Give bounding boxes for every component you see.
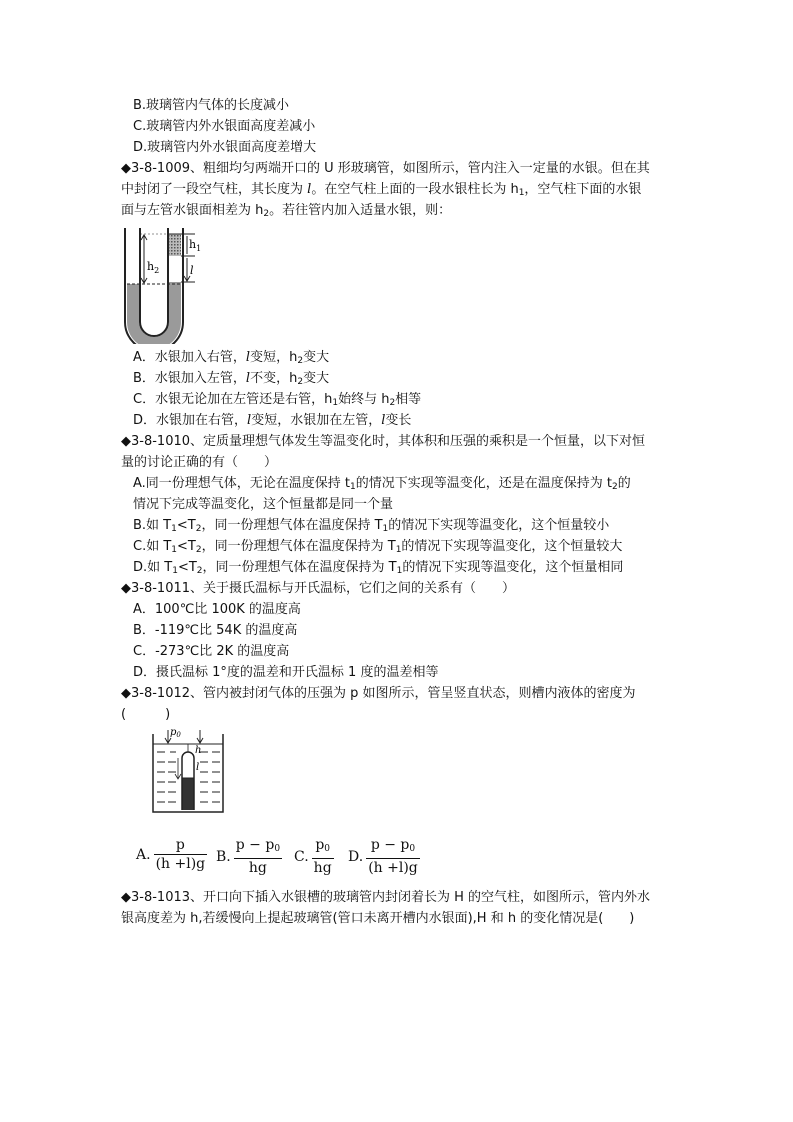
- q1009-line1: ◆3-8-1009、粗细均匀两端开口的 U 形玻璃管，如图所示，管内注入一定量的水银。但在其: [121, 161, 650, 176]
- q1012-option-a: A. $\frac{p}{(h +l)g}$: [136, 837, 206, 872]
- label-l: l: [196, 762, 200, 773]
- q1009-option-c: C．水银无论加在左管还是右管，$h_1$始终与 $h_2$相等: [133, 392, 422, 408]
- q1010-line2: 量的讨论正确的有（ ）: [121, 455, 278, 470]
- q1010-option-d: D.如 $T_1<T_2$，同一份理想气体在温度保持为 $T_1$的情况下实现等温变化，这个恒量相同: [133, 560, 624, 576]
- q1009-option-a: A．水银加入右管，l变短，$h_2$变大: [133, 350, 330, 366]
- q1010-option-a-line2: 情况下完成等温变化，这个恒量都是同一个量: [133, 497, 394, 512]
- q1009-line2: 中封闭了一段空气柱，其长度为 l。在空气柱上面的一段水银柱长为 $h_1$，空气柱下面的水银: [121, 182, 642, 198]
- prev-option-c: C.玻璃管内外水银面高度差减小: [133, 119, 316, 134]
- q1012-line2: ( ): [121, 707, 171, 722]
- label-h2: $h_2$: [147, 260, 160, 275]
- q1010-option-a-line1: A.同一份理想气体，无论在温度保持 $t_1$的情况下实现等温变化，还是在温度保持为 $t_2$的: [133, 476, 631, 492]
- q1009-option-b: B．水银加入左管，l不变，$h_2$变大: [133, 371, 330, 387]
- q1009-option-d: D．水银加在右管，l变短，水银加在左管，l变长: [133, 413, 412, 428]
- q1011-option-b: B．-119℃比 54K 的温度高: [133, 623, 298, 638]
- label-l: l: [190, 264, 194, 277]
- q1013-line2: 银高度差为 h,若缓慢向上提起玻璃管(管口未离开槽内水银面),H 和 h 的变化情况是( ): [121, 911, 635, 926]
- q1010-option-b: B.如 $T_1<T_2$，同一份理想气体在温度保持 $T_1$的情况下实现等温变化，这个恒量较小: [133, 518, 610, 534]
- prev-option-d: D.玻璃管内外水银面高度差增大: [133, 140, 317, 155]
- q1013-line1: ◆3-8-1013、开口向下插入水银槽的玻璃管内封闭着长为 H 的空气柱，如图所示，管内外水: [121, 890, 651, 905]
- label-h: h: [195, 745, 202, 756]
- label-p0: $p_0$: [170, 727, 181, 739]
- q1012-option-d: D. $\frac{p - p_0}{(h +l)g}$: [348, 837, 418, 876]
- q1011-option-d: D．摄氏温标 1°度的温差和开氏温标 1 度的温差相等: [133, 665, 439, 680]
- q1012-option-c: C. $\frac{p_0}{hg}$: [294, 837, 332, 876]
- q1012-line1: ◆3-8-1012、管内被封闭气体的压强为 p 如图所示，管呈竖直状态，则槽内液体的密度为: [121, 686, 636, 701]
- trough-figure: [150, 726, 226, 816]
- q1010-line1: ◆3-8-1010、定质量理想气体发生等温变化时，其体积和压强的乘积是一个恒量，以下对恒: [121, 434, 646, 449]
- prev-option-b: B.玻璃管内气体的长度减小: [133, 98, 290, 113]
- label-h1: $h_1$: [189, 238, 202, 253]
- q1009-line3: 面与左管水银面相差为 $h_2$。若往管内加入适量水银，则：: [121, 203, 452, 219]
- u-tube-figure: [120, 226, 210, 344]
- q1011-line1: ◆3-8-1011、关于摄氏温标与开氏温标，它们之间的关系有（ ）: [121, 581, 516, 596]
- q1012-option-b: B. $\frac{p - p_0}{hg}$: [216, 837, 281, 876]
- q1010-option-c: C.如 $T_1<T_2$，同一份理想气体在温度保持为 $T_1$的情况下实现等温变化，这个恒量较大: [133, 539, 623, 555]
- q1011-option-c: C．-273℃比 2K 的温度高: [133, 644, 290, 659]
- q1011-option-a: A．100℃比 100K 的温度高: [133, 602, 301, 617]
